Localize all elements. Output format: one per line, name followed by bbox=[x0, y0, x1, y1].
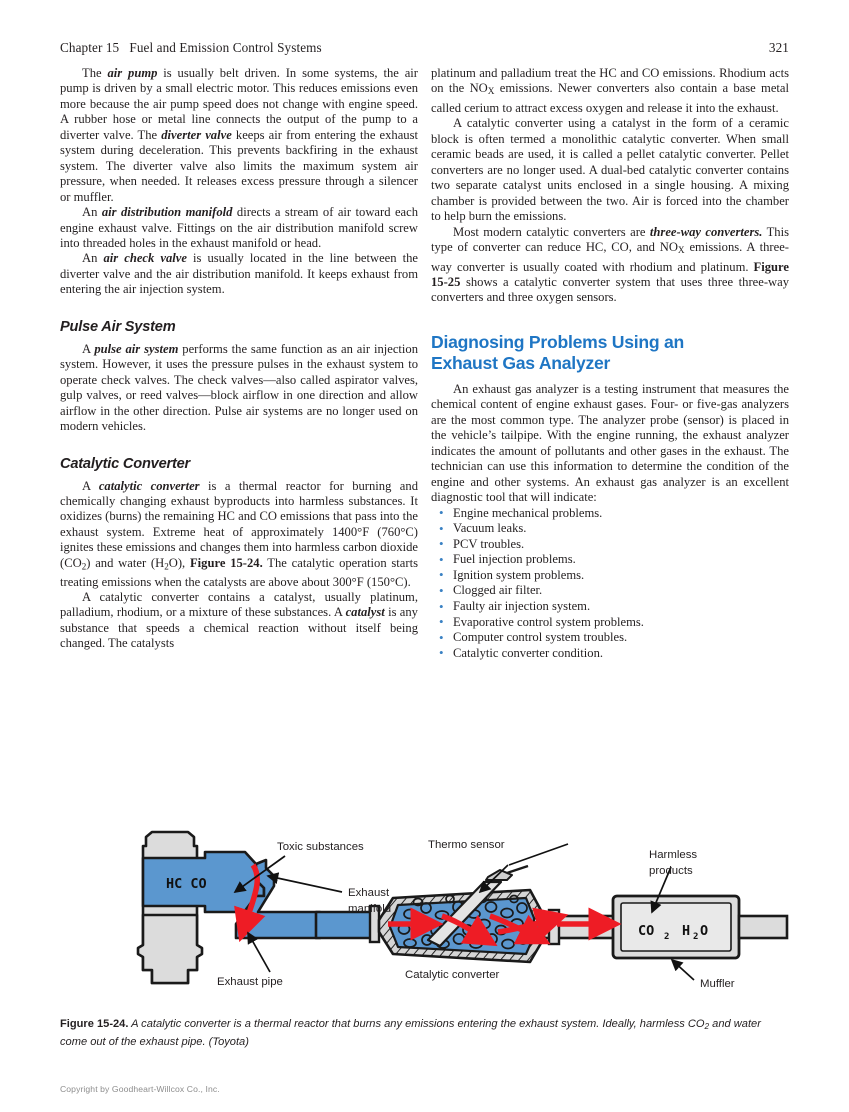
paragraph-catalytic-2: A catalytic converter contains a catalyst, usually platinum, palladium, rhodium, or a mixture of these substances. A catalyst is any substance that speeds a chemical reaction without itself being changed. The catalysts bbox=[60, 589, 418, 651]
spacer bbox=[431, 306, 789, 332]
list-item: • Computer control system troubles. bbox=[431, 630, 789, 646]
figure-caption bbox=[60, 1017, 791, 1049]
left-column bbox=[60, 66, 418, 652]
list-item: • Vacuum leaks. bbox=[431, 521, 789, 537]
label-harmless-line1: Harmless bbox=[649, 849, 698, 861]
list-item: • Engine mechanical problems. bbox=[431, 506, 789, 522]
list-item: • Faulty air injection system. bbox=[431, 599, 789, 615]
list-item: • Clogged air filter. bbox=[431, 583, 789, 599]
paragraph-catalytic-1: A catalytic converter is a thermal reactor for burning and chemically changing exhaust byproducts into harmless substances. It oxidizes (burns) the remaining HC and CO emissions that pass into the exhaust system. Extreme heat of approximately 1400°F (760°C) ignites these emissions and changes them into harmless carbon dioxide $(CO_2)$ and water $(H_2O)$, Figure 15-24. The catalytic operation starts treating emissions when the catalysts are above about 300°F (150°C). bbox=[60, 478, 418, 589]
label-harmless-line2: products bbox=[649, 865, 693, 877]
paragraph-air-pump: The air pump is usually belt driven. In some systems, the air pump is driven by a small electric motor. This reduces emissions even more because the air pump speed does not change with engine speed. A rubber hose or metal line connects the output of the pump to a diverter valve. The diverter valve keeps air from entering the exhaust system during deceleration. This prevents backfiring in the exhaust system. The diverter valve also limits the maximum system air pressure, when needed. It releases excess pressure through a silencer or muffler. bbox=[60, 66, 418, 204]
list-item: • Fuel injection problems. bbox=[431, 552, 789, 568]
svg-text:2: 2 bbox=[664, 932, 670, 942]
paragraph-three-way: Most modern catalytic converters are three-way converters. This type of converter can reduce HC, CO, and $NO_X$ emissions. A three-way converter is usually coated with rhodium and platinum. Figure 15-25 shows a catalytic converter system that uses three three-way converters and three oxygen sensors. bbox=[431, 224, 789, 305]
list-item: • Catalytic converter condition. bbox=[431, 646, 789, 662]
running-head-chapter: Chapter 15 Fuel and Emission Control Systems bbox=[60, 40, 322, 55]
figure-number: Figure 15-24. bbox=[60, 1018, 129, 1030]
ahead-line-1: Diagnosing Problems Using an bbox=[431, 331, 685, 352]
paragraph-monolithic: A catalytic converter using a catalyst in the form of a ceramic block is often termed a monolithic catalytic converter. When small ceramic beads are used, it is called a pellet catalytic converter. Pellet converters are no longer used. A dual-bed catalytic converter contains two separate catalyst units enclosed in a single housing. A mixing chamber is provided between the two. Air is forced into the chamber to help burn the emissions. bbox=[431, 116, 789, 224]
figure-caption-part2: and water come out of the exhaust pipe. (Toyota) bbox=[60, 1018, 761, 1048]
label-catalytic-converter: Catalytic converter bbox=[405, 969, 500, 981]
spacer bbox=[60, 435, 418, 455]
ahead-line-2: Exhaust Gas Analyzer bbox=[431, 353, 611, 374]
label-toxic-substances: Toxic substances bbox=[277, 841, 364, 853]
label-muffler: Muffler bbox=[700, 978, 735, 990]
paragraph-air-check-valve: An air check valve is usually located in the line between the diverter valve and the air distribution manifold. It keeps exhaust from entering the air injection system. bbox=[60, 251, 418, 297]
label-thermo-sensor: Thermo sensor bbox=[428, 839, 505, 851]
label-exhaust-pipe: Exhaust pipe bbox=[217, 976, 283, 988]
svg-text:O: O bbox=[700, 923, 709, 939]
copyright-footer: Copyright by Goodheart-Willcox Co., Inc. bbox=[60, 1084, 220, 1094]
leader-muffler bbox=[672, 960, 694, 980]
analyzer-indications-list bbox=[431, 506, 789, 662]
paragraph-exhaust-analyzer: An exhaust gas analyzer is a testing instrument that measures the chemical content of engine exhaust gases. Four- or five-gas analyzers are the most common type. The analyzer probe (sensor) is placed in the vehicle’s tailpipe. With the engine running, the exhaust analyzer indicates the amount of pollutants and other gases in the exhaust. The technician can use this information to determine the condition of the engine and other systems. An exhaust gas analyzer is an excellent diagnostic tool that will indicate: bbox=[431, 381, 789, 505]
heading-catalytic-converter: Catalytic Converter bbox=[60, 455, 191, 472]
leader-thermo-sensor-tail bbox=[509, 844, 568, 865]
converter-to-muffler-pipe bbox=[544, 910, 616, 944]
list-item: • Ignition system problems. bbox=[431, 568, 789, 584]
tailpipe bbox=[739, 916, 787, 938]
paragraph-platinum: platinum and palladium treat the HC and CO emissions. Rhodium acts on the $NO_X$ emissions. Newer converters also contain a base metal called cerium to attract excess oxygen and release it into the exhaust. bbox=[431, 66, 789, 115]
paragraph-pulse-air: A pulse air system performs the same function as an air injection system. However, it uses the pressure pulses in the exhaust system to operate check valves. The check valves—also called aspirator valves, gulp valves, or reed valves—block airflow in one direction and allow airflow in the other direction. Pulse air systems are no longer used on modern vehicles. bbox=[60, 341, 419, 434]
heading-diagnosing-problems bbox=[431, 332, 789, 375]
figure-caption-part1: A catalytic converter is a thermal reactor that burns any emissions entering the exhaust system. Ideally, harmless CO bbox=[128, 1018, 705, 1030]
figure-caption-subscript: 2 bbox=[704, 1022, 710, 1032]
spacer bbox=[431, 375, 789, 382]
svg-text:CO: CO bbox=[638, 923, 655, 939]
label-exhaust-manifold-line1: Exhaust bbox=[348, 887, 390, 899]
page-number: 321 bbox=[768, 40, 789, 55]
muffler-body bbox=[613, 896, 739, 958]
label-engine-formula: HC CO bbox=[166, 876, 207, 892]
list-item: • Evaporative control system problems. bbox=[431, 615, 789, 631]
paragraph-air-distribution: An air distribution manifold directs a stream of air toward each engine exhaust valve. Fittings on the air distribution manifold screw into threaded holes in the exhaust manifold or head. bbox=[60, 205, 419, 250]
running-head bbox=[60, 40, 789, 60]
leader-exhaust-manifold bbox=[268, 876, 342, 892]
heading-pulse-air-system: Pulse Air System bbox=[60, 318, 176, 335]
svg-text:2: 2 bbox=[693, 932, 699, 942]
engine-block bbox=[138, 832, 202, 983]
figure-15-24-illustration bbox=[60, 820, 789, 1005]
label-exhaust-manifold-line2: manifold bbox=[348, 903, 392, 915]
right-column bbox=[431, 66, 789, 661]
svg-text:H: H bbox=[682, 923, 691, 939]
list-item: • PCV troubles. bbox=[431, 537, 789, 553]
spacer bbox=[60, 298, 418, 318]
